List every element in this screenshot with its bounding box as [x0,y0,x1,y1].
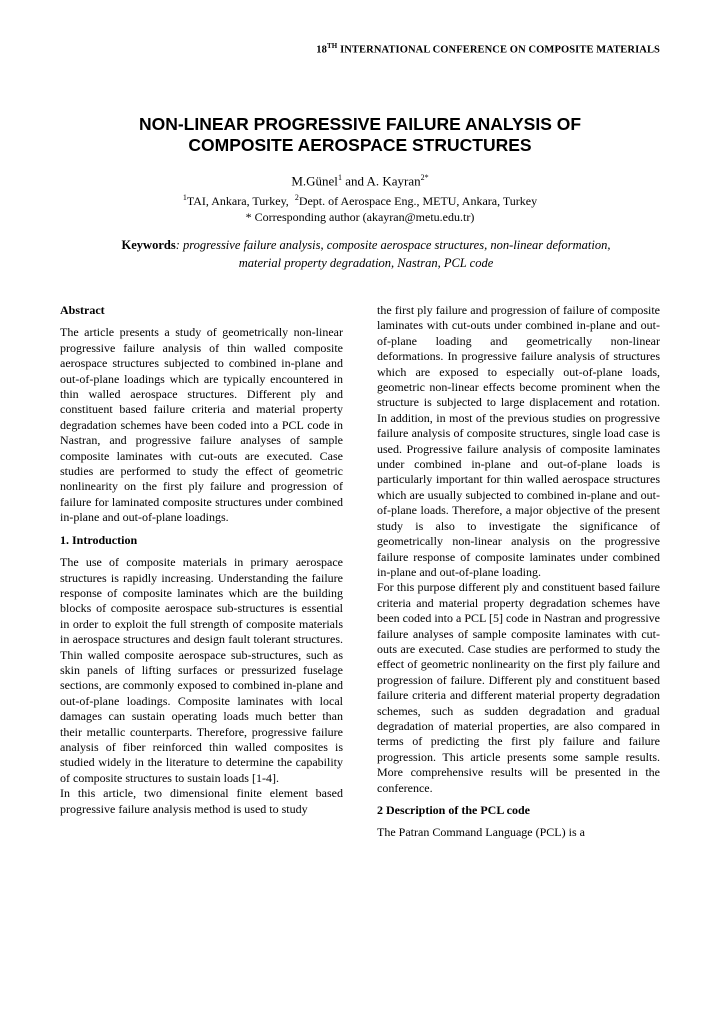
affiliations [60,190,660,225]
introduction-paragraph-1: The use of composite materials in primary aerospace structures is rapidly increasing. Understanding the failure response of composite laminates which are the building blocks of composite aerospace sub-structures is essential in order to exploit the full strength of composite materials in aerospace structures and design fault tolerant structures. Thin walled composite aerospace sub-structures, such as skin panels of lifting surfaces or pressurized fuselage sections, are commonly exposed to combined in-plane and out-of-plane loadings. Composite laminates with local damages can sustain operating loads much better than their metallic counterparts. Therefore, progressive failure analysis of fiber reinforced thin walled composites is studied widely in the literature to determine the capability of composite structures to sustain loads [1-4]. [60,555,343,785]
author-list [100,173,620,189]
keywords-label: Keywords [121,238,176,252]
header-conference-name: INTERNATIONAL CONFERENCE ON COMPOSITE MATERIALS [340,44,660,56]
keywords-text: : progressive failure analysis, composite aerospace structures, non-linear deformation, material property degradation, Nastran, PCL code [175,238,611,270]
author-2: A. Kayran [366,173,421,189]
abstract-heading: Abstract [60,303,105,317]
paper-title [100,114,620,156]
paper-title-line-2: COMPOSITE AEROSPACE STRUCTURES [188,135,532,155]
section-2-heading: 2 Description of the PCL code [377,803,530,817]
header-ordinal-suffix: TH [327,42,338,50]
body-paragraph-2: For this purpose different ply and constituent based failure criteria and material property degradation schemes have been coded into a PCL [5] code in Nastran and progressive failure analyses of sample composite laminates with cut-outs are executed. Case studies are performed to study the effect of geometric nonlinearity on the first ply failure and progression of failure. Different ply and constituent based failure criteria and different material property degradation schemes, such as sudden degradation and gradual degradation of material properties, are also compared in terms of predicting the first ply failure and failure progression. This article presents some sample results. More comprehensive results will be presented in the conference. [377,580,660,795]
body-paragraph-1: the first ply failure and progression of failure of composite laminates with cut-outs under combined in-plane and out-of-plane loading and geometrically non-linear deformations. In progressive failure analysis of structures which are exposed to especially out-of-plane loads, geometric non-linear effects become prominent when the structure is subjected to large displacement and rotation. In addition, in most of the previous studies on progressive failure analysis of composite structures, single load case is used. Progressive failure analysis of composite laminates under combined in-plane and out-of-plane loads is particularly important for thin walled aerospace structures which are usually subjected to combined in-plane and out-of-plane loads. Therefore, a major objective of the present study is also to investigate the significance of geometrically non-linear analysis on the progressive failure response of composite laminates under combined in-plane and out-of-plane loading. [377,303,660,579]
introduction-heading: 1. Introduction [60,532,138,547]
author-1: M.Günel [291,173,338,189]
affiliation-1: TAI, Ankara, Turkey, [186,194,289,208]
author-and: and [341,173,367,189]
conference-header [0,42,660,56]
affiliation-2: Dept. of Aerospace Eng., METU, Ankara, Turkey [298,194,538,208]
affiliation-2-sup: 2 [294,193,299,202]
header-ordinal: 18 [316,44,327,56]
keywords-block [118,236,614,272]
paper-title-line-1: NON-LINEAR PROGRESSIVE FAILURE ANALYSIS OF [138,114,582,134]
author-1-sup: 1 [337,173,342,182]
author-2-sup: 2* [420,173,429,182]
abstract-paragraph: The article presents a study of geometrically non-linear progressive failure analysis of thin walled composite aerospace structures subjected to combined in-plane and out-of-plane loadings which are typically encountered in thin walled aerospace structures. Different ply and constituent based failure criteria and material property degradation schemes have been coded into a PCL code in Nastran, and progressive failure analyses of sample composite laminates with cut-outs are executed. Case studies are performed to study the effect of geometric nonlinearity on the first ply failure and progression of failure for laminated composite structures under combined in-plane and out-of-plane loadings. [60,325,343,525]
introduction-paragraph-2: In this article, two dimensional finite element based progressive failure analysis method is used to study [60,786,343,816]
right-column [377,303,660,848]
affiliation-1-sup: 1 [182,193,187,202]
affiliation-line [60,190,660,209]
section-2-paragraph-1: The Patran Command Language (PCL) is a [377,825,585,840]
left-column [60,303,343,824]
corresponding-author: * Corresponding author (akayran@metu.edu.tr) [245,210,475,224]
